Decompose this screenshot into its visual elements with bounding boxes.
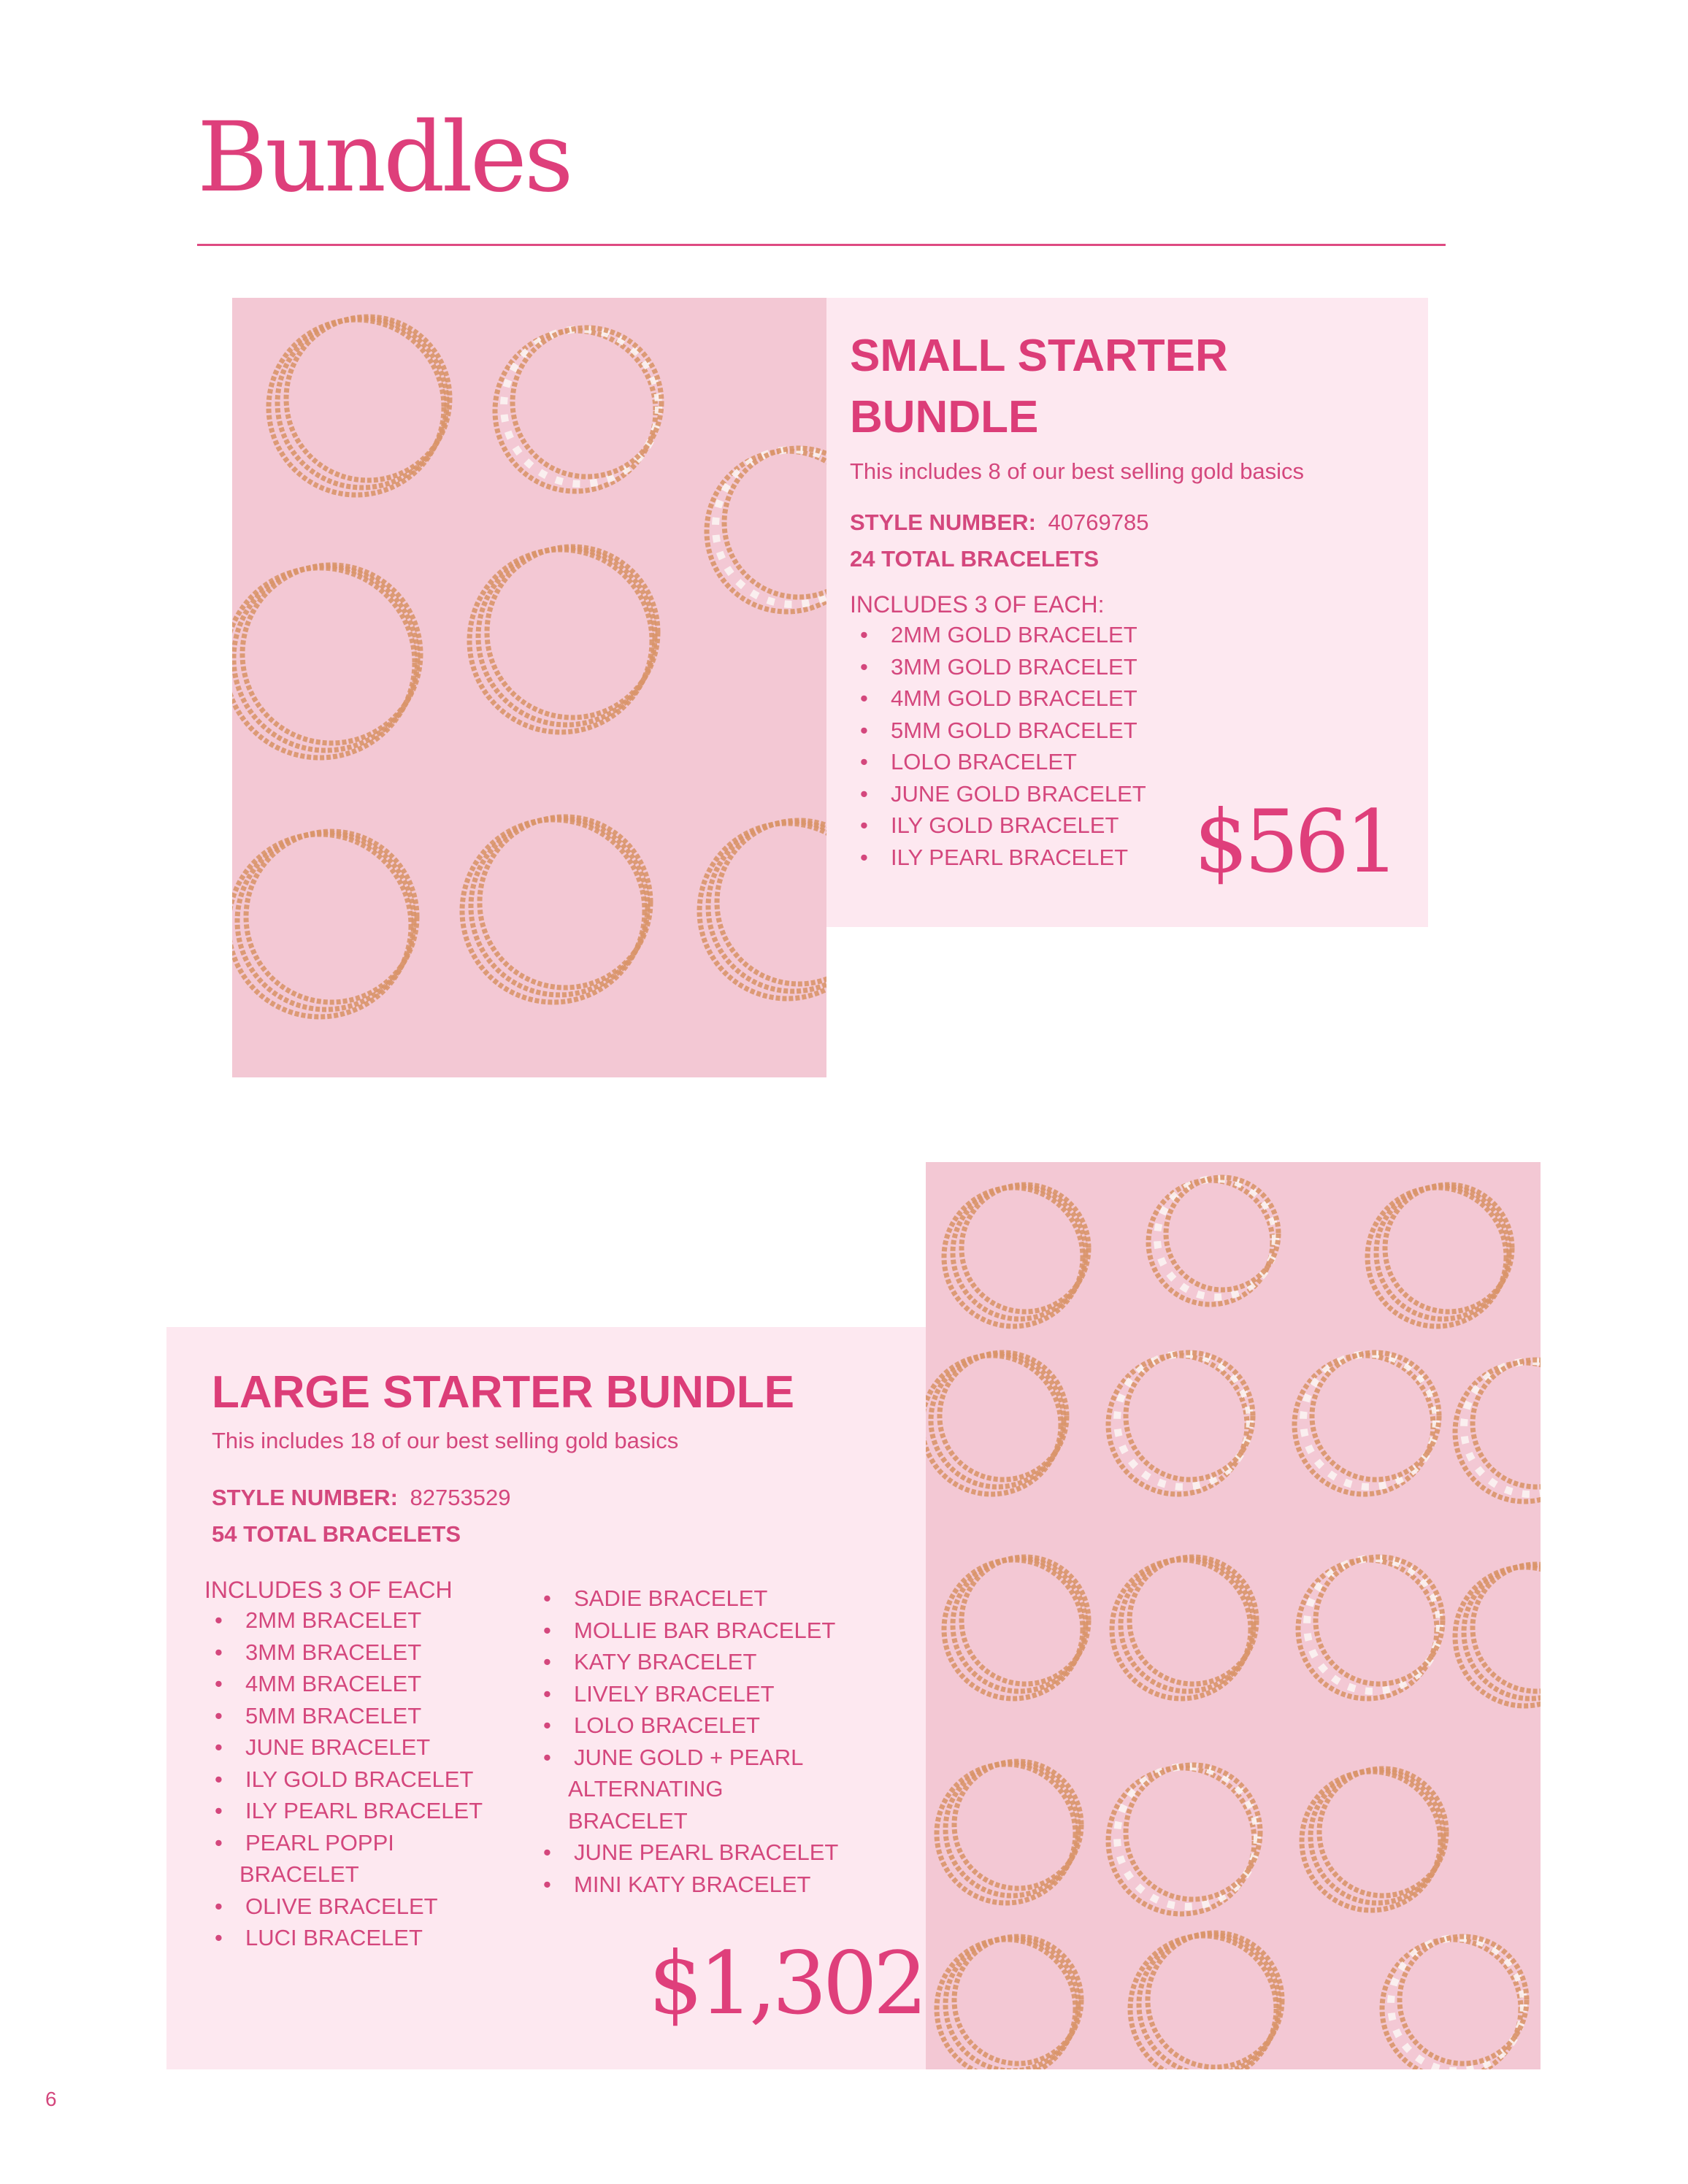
list-item: • MINI KATY BRACELET	[533, 1869, 838, 1901]
list-item: • JUNE GOLD + PEARL	[533, 1742, 838, 1774]
list-item: • 5MM BRACELET	[204, 1700, 483, 1732]
list-item: • LOLO BRACELET	[533, 1710, 838, 1742]
list-item: ALTERNATING	[568, 1776, 724, 1802]
list-item: • ILY PEARL BRACELET	[850, 842, 1146, 874]
list-item: • KATY BRACELET	[533, 1646, 838, 1678]
list-item: • JUNE BRACELET	[204, 1731, 483, 1764]
gold-and-pearl-bracelets-icon	[926, 1162, 1541, 2069]
list-item: • 4MM BRACELET	[204, 1668, 483, 1700]
style-number-value: 40769785	[1048, 510, 1149, 535]
small-bundle-includes-heading: INCLUDES 3 OF EACH:	[850, 591, 1105, 618]
list-item: • 3MM BRACELET	[204, 1637, 483, 1669]
style-number-value: 82753529	[410, 1485, 511, 1510]
list-item: • OLIVE BRACELET	[204, 1891, 483, 1923]
list-item: • LIVELY BRACELET	[533, 1678, 838, 1710]
small-bundle-title-line1: SMALL STARTER	[850, 331, 1228, 381]
list-item: • MOLLIE BAR BRACELET	[533, 1615, 838, 1647]
list-item: • JUNE GOLD BRACELET	[850, 778, 1146, 810]
small-bundle-total: 24 TOTAL BRACELETS	[850, 546, 1100, 572]
list-item: • PEARL POPPI	[204, 1827, 483, 1859]
large-bundle-title: LARGE STARTER BUNDLE	[212, 1367, 794, 1418]
list-item: • 2MM GOLD BRACELET	[850, 619, 1146, 651]
list-item: BRACELET	[239, 1861, 359, 1887]
large-bundle-item-list-col1	[204, 1604, 483, 1954]
small-bundle-title-line2: BUNDLE	[850, 391, 1039, 442]
list-item: • 5MM GOLD BRACELET	[850, 715, 1146, 747]
large-bundle-panel	[166, 1327, 926, 2069]
small-bundle-description: This includes 8 of our best selling gold basics	[850, 458, 1305, 484]
list-item: • 3MM GOLD BRACELET	[850, 651, 1146, 683]
small-bundle-title	[850, 326, 1228, 447]
large-bundle-price: $1,302	[648, 1933, 924, 2034]
list-item: • JUNE PEARL BRACELET	[533, 1837, 838, 1869]
page-title: Bundles	[197, 101, 571, 214]
list-item: • LOLO BRACELET	[850, 746, 1146, 778]
list-item: • ILY GOLD BRACELET	[204, 1764, 483, 1796]
small-bundle-photo	[232, 298, 826, 1077]
large-bundle-item-list-col2	[533, 1583, 838, 1900]
list-item: • LUCI BRACELET	[204, 1922, 483, 1954]
small-bundle-style	[850, 511, 1148, 534]
list-item: • SADIE BRACELET	[533, 1583, 838, 1615]
list-item: • ILY GOLD BRACELET	[850, 810, 1146, 842]
large-bundle-includes-heading: INCLUDES 3 OF EACH	[204, 1577, 453, 1603]
list-item: BRACELET	[568, 1807, 688, 1834]
style-number-label: STYLE NUMBER:	[850, 510, 1036, 535]
large-bundle-photo	[926, 1162, 1541, 2069]
large-bundle-description: This includes 18 of our best selling gold basics	[212, 1428, 679, 1453]
style-number-label: STYLE NUMBER:	[212, 1485, 398, 1510]
list-item: • 2MM BRACELET	[204, 1604, 483, 1637]
page-number: 6	[45, 2088, 57, 2110]
small-bundle-item-list	[850, 619, 1146, 873]
list-item: • 4MM GOLD BRACELET	[850, 682, 1146, 715]
small-bundle-panel	[826, 298, 1428, 927]
small-bundle-price: $561	[1194, 791, 1396, 892]
list-item: • ILY PEARL BRACELET	[204, 1795, 483, 1827]
gold-and-pearl-bracelets-icon	[232, 298, 826, 1077]
title-divider	[197, 244, 1446, 246]
large-bundle-style	[212, 1486, 510, 1509]
large-bundle-total: 54 TOTAL BRACELETS	[212, 1521, 461, 1547]
